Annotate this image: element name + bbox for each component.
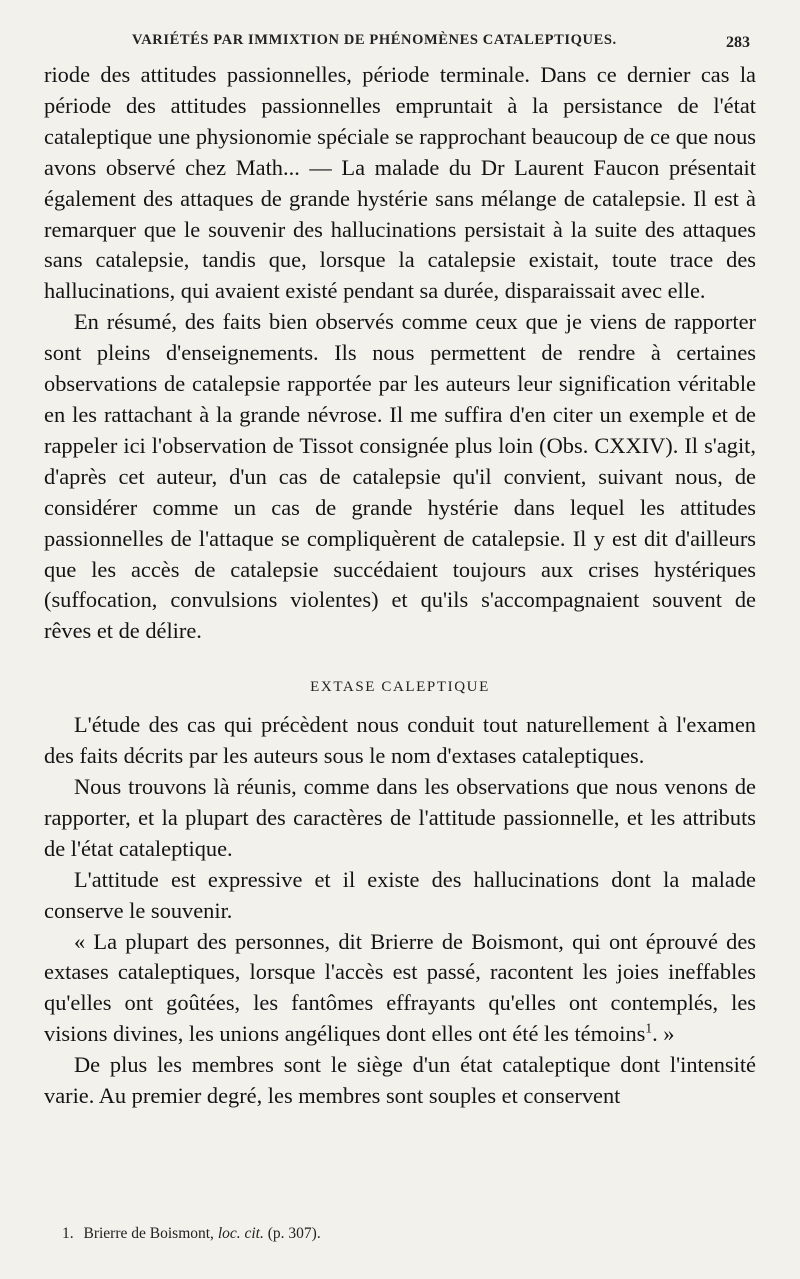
footnote-page-ref: (p. 307). — [267, 1225, 321, 1242]
paragraph-de-plus: De plus les membres sont le siège d'un état cataleptique dont l'intensité varie. Au premier degré, les membres sont souples et conservent — [44, 1052, 756, 1109]
footnote-number: 1. — [62, 1225, 74, 1242]
running-head — [0, 28, 800, 54]
footnote-citation: loc. cit. — [217, 1225, 264, 1242]
paragraph-etude: L'étude des cas qui précèdent nous conduit tout naturellement à l'examen des faits décrits par les auteurs sous le nom d'extases cataleptiques. — [44, 712, 756, 769]
paragraph-quotation — [44, 927, 756, 1051]
footnote-reference[interactable]: 1 — [645, 1020, 653, 1036]
footnote-author: Brierre de Boismont, — [83, 1225, 214, 1242]
running-title: VARIÉTÉS PAR IMMIXTION DE PHÉNOMÈNES CATALEPTIQUES. — [132, 32, 617, 48]
paragraph-attitude: L'attitude est expressive et il existe des hallucinations dont la malade conserve le souvenir. — [44, 866, 756, 923]
quotation-close: . » — [652, 1021, 675, 1047]
page-number: 283 — [726, 34, 750, 51]
section-heading: EXTASE CALEPTIQUE — [310, 679, 490, 696]
paragraph-en-resume: En résumé, des faits bien observés comme ceux que je viens de rapporter sont pleins d'enseignements. Ils nous permettent de rendre à certaines observations de catalepsie rapportée par les auteurs leur signification véritable en les rattachant à la grande névrose. Il me suffira d'en citer un exemple et de rappeler ici l'observation de Tissot consignée plus loin (Obs. CXXIV). Il s'agit, d'après cet auteur, d'un cas de catalepsie qu'il convient, suivant nous, de considérer comme un cas de grande hystérie dans lequel les attitudes passionnelles de l'attaque se compliquèrent de catalepsie. Il y est dit d'ailleurs que les accès de catalepsie succédaient toujours aux crises hystériques (suffocation, convulsions violentes) et qu'ils s'accompagnaient souvent de rêves et de délire. — [44, 309, 756, 644]
quotation-text: « La plupart des personnes, dit Brierre de Boismont, qui ont éprouvé des extases cataleptiques, lorsque l'accès est passé, racontent les joies ineffables qu'elles ont goûtées, les fantômes effrayants qu'elles ont contemplés, les visions divines, les unions angéliques dont elles ont été les témoins — [44, 928, 756, 1047]
footnote — [62, 1224, 762, 1244]
paragraph-continuation: riode des attitudes passionnelles, période terminale. Dans ce dernier cas la période des attitudes passionnelles empruntait à la persistance de l'état cataleptique une physionomie spéciale se rapprochant beaucoup de ce que nous avons observé chez Math... — La malade du Dr Laurent Faucon présentait également des attaques de grande hystérie sans mélange de catalepsie. Il est à remarquer que le souvenir des hallucinations persistait à la suite des attaques sans catalepsie, tandis que, lorsque la catalepsie existait, toute trace des hallucinations, qui avaient existé pendant sa durée, disparaissait avec elle. — [44, 62, 756, 304]
body-text — [44, 60, 756, 1112]
paragraph-nous-trouvons: Nous trouvons là réunis, comme dans les observations que nous venons de rapporter, et la plupart des caractères de l'attitude passionnelle, et les attributs de l'état cataleptique. — [44, 774, 756, 861]
